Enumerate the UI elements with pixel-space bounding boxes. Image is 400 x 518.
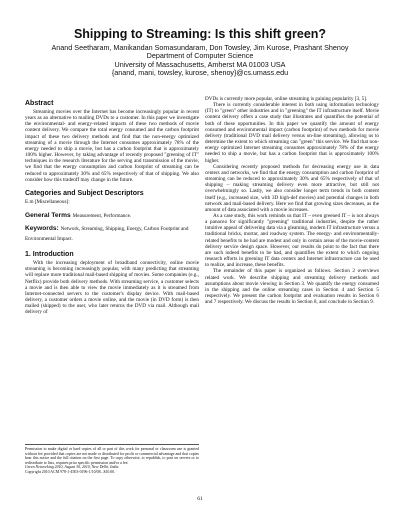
right-column: [205, 96, 379, 305]
left-column: [25, 96, 199, 315]
author-university: University of Massachusetts, Amherst MA 01003 USA: [114, 59, 286, 69]
categories-heading: Categories and Subject Descriptors: [25, 189, 144, 197]
abstract-text: Streaming movies over the Internet has become increasingly popular in recent years as an alternative to mailing DVDs to a customer. In this paper we investigate the environmental- and energy-related impacts of these two methods of movie content delivery. We compare the total energy consumed and the carbon footprint impact of these two delivery methods and find that the non-energy optimized streaming of a movie through the Internet consumes approximately 78% of the energy needed to ship a movie, but has a carbon footprint that is approximately 100% higher. However, by taking advantage of recently proposed "greening of IT" techniques in the research literature for the serving and transmission of the movie, we find that the energy consumption and carbon footprint of streaming can be reduced to approximately 30% and 65% respectively of that of shipping. We also consider how this tradeoff may change in the future.: [25, 109, 199, 183]
page-number: 61: [197, 496, 203, 502]
introduction-text: With the increasing deployment of broadband connectivity, online movie streaming is becoming increasingly popular, with many predicting that streaming will replace more traditional mail-based shipping of movies. Some companies (e.g., Netflix) provide both delivery methods. With streaming service, a customer selects a movie and is then able to view the movie immediately as it is streamed from Internet-connected servers to the customer's display device. With mail-based delivery, a customer orders a movie online, and the movie (in DVD form) is then mailed (shipped) to the user, who later returns the DVD via mail. Although mail delivery of: [25, 260, 199, 316]
permission-copyright: Copyright 2010 ACM 978-1-4503-0196-1/10/08...$10.00.: [25, 469, 116, 474]
abstract-heading: Abstract: [25, 100, 54, 107]
author-names: Anand Seetharam, Manikandan Somasundaram, Don Towsley, Jim Kurose, Prashant Shenoy: [51, 43, 349, 52]
right-paragraph-4: As a case study, this work reminds us that IT – even greened IT – is not always a panacea for significantly "greening" traditional industries, despite the rather intuitive appeal of delivering data via a gleaming, modern IT infrastructure versus a traditional bricks, mortar, and roadway system. The energy- and environmentally-related benefits to be had are modest and only in certain areas of the movie-content delivery service design space. However, our results do point to the fact that there are such indeed benefits to be had, and quantifies the extent to which ongoing research efforts in greening IT data centers and Internet infrastructure can be used to realize, and increase, these benefits.: [205, 212, 379, 269]
keywords-text: Network, Streaming, Shipping, Energy, Carbon Footprint and Environmental Impact.: [25, 226, 189, 243]
general-terms-heading: General Terms: [25, 212, 71, 220]
right-paragraph-5: The remainder of this paper is organized as follows. Section 2 overviews related work. We describe shipping and streaming delivery methods and assumptions about movie viewing in Section 3. We quantify the energy consumed in the shipping and the online streaming cases in Section 4 and Section 5 respectively. We present the carbon footprint and evaluation results in Section 6 and 7 respectively. We discuss the results in Section 8, and conclude in Section 9.: [205, 268, 379, 306]
keywords-heading: Keywords:: [25, 225, 59, 233]
right-paragraph-3: Considering recently proposed methods for decreasing energy use in data centers and networks, we find that the energy consumption and carbon footprint of streaming can be reduced to approximately 30% and 65% respectively of that of shipping – making streaming delivery even more attractive, but still not overwhelmingly so. Lastly, we also consider longer term trends in both content itself (e.g., increased size, with 3D high-def movies) and potential changes in both network and mail-based delivery. Here we find that growing sizes decreases, as the amount of data associated with a movie increases.: [205, 163, 379, 213]
permission-text: Permission to make digital or hard copies of all or part of this work for personal or classroom use is granted without fee provided that copies are not made or distributed for profit or commercial advantage and that copies bear this notice and the full citation on the first page. To copy otherwise, to republish, to post on servers or to redistribute to lists, requires prior specific permission and/or a fee.: [25, 447, 199, 465]
right-paragraph-1: DVDs is currently more popular, online streaming is gaining popularity [3, 5].: [205, 96, 368, 102]
right-paragraph-2: There is currently considerable interest in both using information technology (IT) to "green" other industries and in "greening" the IT infrastructure itself. Movie content delivery offers a case study that illustrates and quantifies the potential of both of these opportunities. In this paper we quantify the amount of energy consumed and environmental impact (carbon footprint) of two methods for movie delivery (traditional DVD mail delivery versus on-line streaming), allowing us to determine the extent to which streaming can "green" this service. We find that non-energy optimized Internet streaming consumes approximately 78% of the energy needed to ship a movie, but has a carbon footprint that is approximately 100% higher.: [205, 102, 379, 164]
author-emails: {anand, mani, towsley, kurose, shenoy}@cs.umass.edu: [111, 68, 289, 78]
author-block: [0, 44, 400, 78]
permission-notice: [25, 444, 199, 475]
author-department: Department of Computer Science: [146, 51, 254, 61]
introduction-heading: 1. Introduction: [25, 251, 74, 259]
general-terms-text: Measurement, Performance.: [72, 213, 132, 220]
paper-title: Shipping to Streaming: Is this shift green?: [73, 27, 327, 41]
general-terms: [25, 211, 199, 221]
keywords: [25, 224, 199, 244]
permission-venue: Green Networking 2010, August 30, 2010, New Delhi, India.: [25, 465, 120, 470]
categories-text: E.m [Miscellaneous]:: [25, 198, 70, 205]
